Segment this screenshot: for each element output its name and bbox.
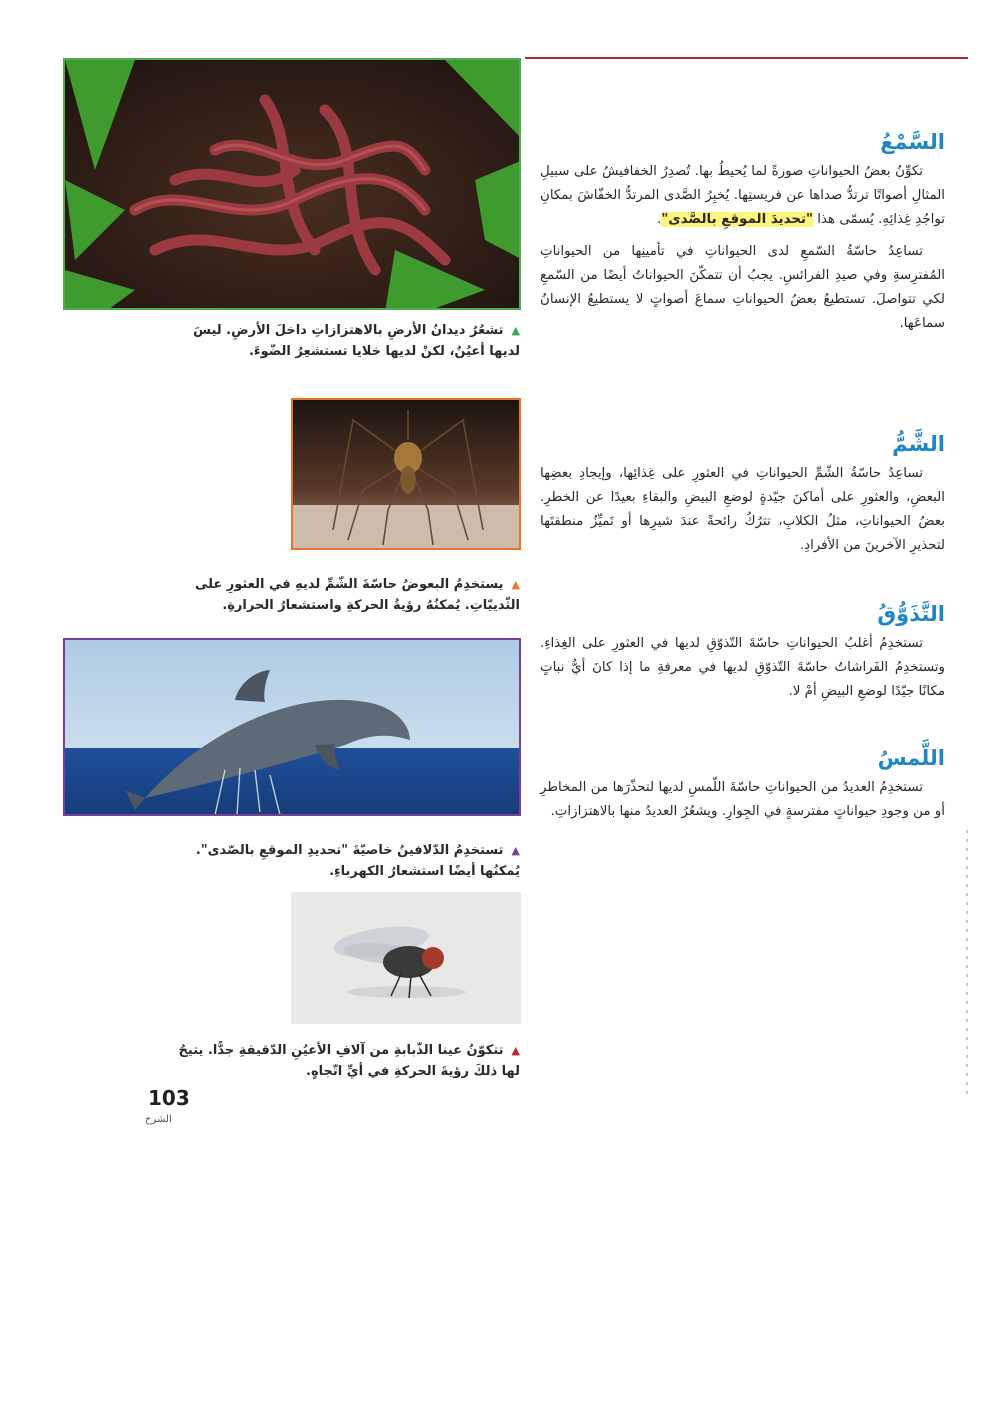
section-smell: [540, 430, 945, 566]
triangle-marker-icon: ▲: [511, 578, 520, 591]
dolphin-photo: [63, 638, 521, 816]
top-rule: [525, 57, 968, 59]
caption-mosquito: ▲يستخدِمُ البعوضُ حاسّةَ الشّمِّ لديهِ في العثورِ على الثّدييّاتِ. يُمكنُهُ رؤيةُ الحركةِ واستشعارُ الحرارةِ.: [160, 574, 520, 616]
caption-dolphin: ▲تستخدِمُ الدّلافينُ خاصيّةَ "تحديدِ الموقعِ بالصّدى". يُمكنُها أيضًا استشعارُ الكهرباءِ.: [160, 840, 520, 882]
highlight-term: "تحديدَ الموقعِ بالصَّدى": [661, 212, 813, 227]
section-title: الشَّمُّ: [892, 432, 945, 456]
page-number: 103: [148, 1086, 190, 1110]
section-paragraph: تستخدِمُ العديدُ من الحيواناتِ حاسّةَ اللّمسِ لديها لتحذّرَها من المخاطرِ أو من وجودِ حيواناتٍ مفترسةٍ في الجِوارِ. ويشعُرُ العديدُ منها بالاهتزازاتِ.: [540, 780, 945, 819]
section-taste: [540, 600, 945, 712]
section-title: التَّذَوُّقُ: [877, 602, 945, 626]
fly-photo: [291, 892, 521, 1024]
section-hearing: [540, 128, 945, 344]
caption-fly: ▲تتكوّنُ عينا الذّبابةِ من آلافِ الأعيُنِ الدّقيقةِ جدًّا. يتيحُ لها ذلكَ رؤيةَ الحركةِ في أيِّ اتّجاهٍ.: [160, 1040, 520, 1082]
caption-earthworms: ▲تشعُرُ ديدانُ الأرضِ بالاهتزازاتِ داخلَ الأرضِ. ليسَ لديها أعيُنٌ، لكنْ لديها خلايا تستشعِرُ الضّوءَ.: [160, 320, 520, 362]
triangle-marker-icon: ▲: [511, 324, 520, 337]
mosquito-photo: [291, 398, 521, 550]
margin-dots: [966, 830, 968, 1100]
section-paragraph: تكوِّنُ بعضُ الحيواناتِ صورةً لما يُحيطُ بها. تُصدِرُ الخفافيشُ على سبيلِ المثالِ أصواتًا ترتدُّ صداها عن فريستِها. يُخبِرُ الصَّدى المرتدُّ الخفّاشَ بمكانِ تواجُدِ غِذائِهِ. يُسمّى هذا "تحديدَ الموقعِ بالصَّدى".: [540, 164, 945, 227]
section-touch: [540, 744, 945, 832]
section-paragraph: تساعِدُ حاسّةُ الشّمِّ الحيواناتِ في العثورِ على غِذائِها، وإيجادِ بعضِها البعضِ، والعثورِ على أماكنَ جيّدةٍ لوضعِ البيضِ والبقاءِ بعيدًا عن الخطرِ. بعضُ الحيواناتِ، مثلُ الكلابِ، تترُكُ رائحةً عندَ شيرِها أو تَميِّزُ منطقتَها لتحذيرِ الآخرينَ من الأفرادِ.: [540, 466, 945, 553]
triangle-marker-icon: ▲: [511, 1044, 520, 1057]
section-title: اللَّمسُ: [877, 746, 945, 770]
section-paragraph: تساعِدُ حاسّةُ السّمعِ لدى الحيواناتِ في تأمينِها من الحيواناتِ المُفترِسةِ وفي صيدِ الفرائسِ. يجبُ أن تتمكّنَ الحيواناتُ أيضًا من السّمعِ لكي تتواصلَ. تستطيعُ بعضُ الحيواناتِ سماعَ أصواتٍ لا يستطيعُ الإنسانُ سماعَها.: [540, 244, 945, 331]
earthworms-photo: [63, 58, 521, 310]
page-label: الشرح: [145, 1114, 172, 1125]
section-title: السَّمْعُ: [880, 130, 945, 154]
triangle-marker-icon: ▲: [511, 844, 520, 857]
section-paragraph: تستخدِمُ أغلبُ الحيواناتِ حاسّةَ التّذوّقِ لديها في العثورِ على الغِذاءِ. وتستخدِمُ الفَراشاتُ حاسّةَ التّذوّقِ لديها في معرفةِ ما إذا كانَ أيُّ نباتٍ مكانًا جيّدًا لوضعِ البيضِ أمْ لا.: [540, 636, 945, 699]
